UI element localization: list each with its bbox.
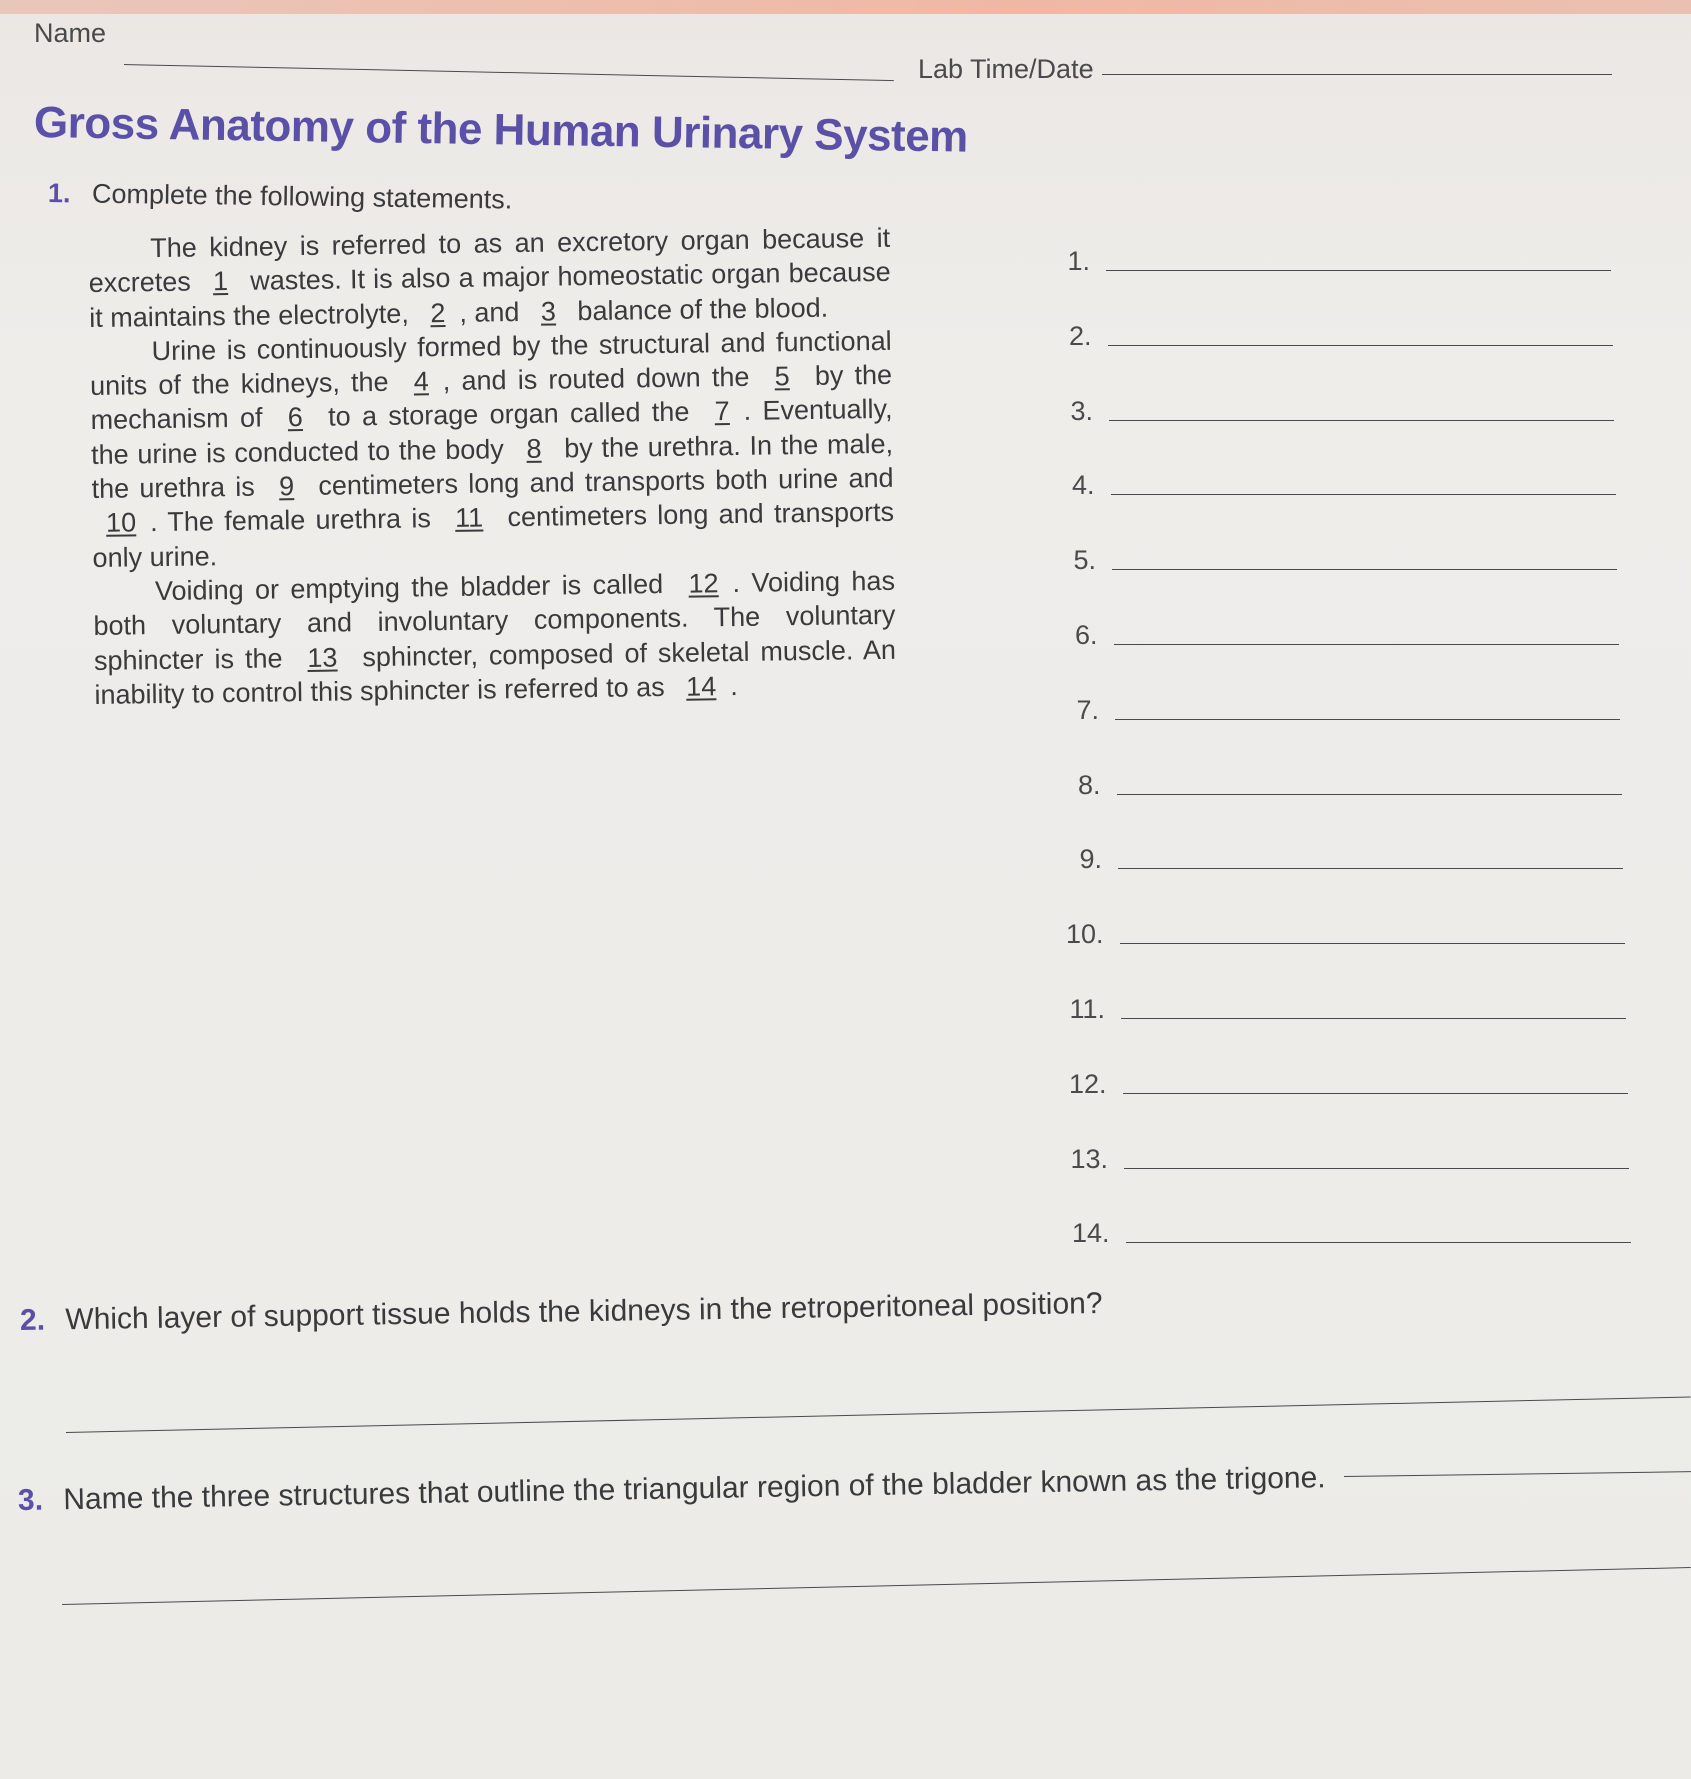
answer-number: 1. bbox=[1067, 246, 1090, 276]
question-2-text: Which layer of support tissue holds the kidneys in the retroperitoneal position? bbox=[65, 1286, 1103, 1337]
passage-text: Voiding or emptying the bladder is called bbox=[154, 568, 675, 607]
blank-3: 3 bbox=[540, 296, 557, 327]
name-label: Name bbox=[34, 18, 107, 48]
answer-number: 9. bbox=[1079, 844, 1102, 875]
blank-10: 10 bbox=[105, 507, 137, 539]
answer-line-3[interactable] bbox=[1109, 420, 1614, 421]
answer-row-13 bbox=[1058, 1144, 1629, 1175]
answer-line-13[interactable] bbox=[1124, 1168, 1629, 1169]
fill-in-passage bbox=[88, 221, 897, 712]
passage-text: Urine is continuously formed by the structural and functional units of the kidneys, the bbox=[89, 325, 892, 402]
question-3-answer-line-2[interactable] bbox=[62, 1567, 1691, 1605]
question-3 bbox=[18, 1461, 1326, 1518]
blank-6: 6 bbox=[287, 402, 304, 433]
answer-line-1[interactable] bbox=[1106, 270, 1611, 271]
answer-line-4[interactable] bbox=[1111, 494, 1616, 495]
answer-number: 2. bbox=[1068, 320, 1092, 351]
blank-5: 5 bbox=[774, 361, 790, 392]
answer-number: 13. bbox=[1070, 1143, 1108, 1174]
question-1-number: 1. bbox=[47, 178, 71, 209]
answer-line-8[interactable] bbox=[1117, 794, 1622, 795]
answer-row-10 bbox=[1054, 919, 1625, 950]
name-line[interactable] bbox=[124, 64, 894, 81]
passage-paragraph bbox=[93, 564, 897, 712]
blank-11: 11 bbox=[454, 502, 484, 534]
blank-2: 2 bbox=[430, 297, 446, 328]
answer-row-7 bbox=[1049, 695, 1620, 726]
blank-14: 14 bbox=[685, 671, 717, 702]
answer-line-6[interactable] bbox=[1114, 644, 1619, 645]
answer-number: 10. bbox=[1065, 919, 1104, 950]
blank-12: 12 bbox=[688, 568, 719, 599]
question-2-answer-line[interactable] bbox=[66, 1397, 1691, 1433]
passage-text: balance of the blood. bbox=[569, 292, 829, 326]
answer-line-14[interactable] bbox=[1126, 1242, 1631, 1243]
passage-text: . Eventually, the urine is conducted to the body bbox=[90, 394, 893, 470]
question-2-number: 2. bbox=[19, 1303, 46, 1337]
answer-line-9[interactable] bbox=[1118, 868, 1623, 869]
answer-number: 4. bbox=[1071, 470, 1095, 501]
passage-text: to a storage organ called the bbox=[316, 396, 701, 433]
passage-paragraph bbox=[89, 324, 894, 575]
passage-text: . Voiding has both voluntary and involuntary components. The voluntary sphincter is the bbox=[93, 565, 896, 676]
passage-text: , and is routed down the bbox=[442, 361, 761, 397]
blank-13: 13 bbox=[307, 642, 338, 673]
passage-text: centimeters long and transports both urine and bbox=[307, 462, 894, 502]
question-1-prompt bbox=[48, 178, 513, 215]
blank-9: 9 bbox=[278, 471, 295, 502]
passage-paragraph bbox=[88, 221, 891, 335]
passage-text: , and bbox=[459, 296, 528, 328]
answer-number: 7. bbox=[1076, 694, 1099, 725]
passage-text: wastes. It is also a major homeostatic organ because it maintains the electrolyte, bbox=[88, 257, 891, 333]
answer-line-10[interactable] bbox=[1120, 943, 1625, 944]
passage-text: . The female urethra is bbox=[149, 503, 442, 538]
answer-number: 5. bbox=[1073, 545, 1096, 576]
answer-number: 14. bbox=[1071, 1218, 1110, 1249]
answer-line-2[interactable] bbox=[1108, 345, 1613, 346]
answer-row-4 bbox=[1045, 470, 1616, 501]
passage-text: sphincter, composed of skeletal muscle. An inability to control this sphincter is referred to as bbox=[94, 634, 897, 710]
blank-1: 1 bbox=[212, 266, 229, 297]
passage-text: by the mechanism of bbox=[90, 359, 893, 436]
answer-row-9 bbox=[1052, 844, 1623, 875]
answer-row-2 bbox=[1042, 321, 1613, 352]
answer-line-7[interactable] bbox=[1115, 719, 1620, 720]
answer-number: 3. bbox=[1070, 395, 1093, 426]
answer-row-8 bbox=[1051, 770, 1622, 801]
answer-number: 8. bbox=[1077, 769, 1101, 800]
answer-number: 11. bbox=[1069, 994, 1105, 1024]
blank-8: 8 bbox=[526, 433, 542, 464]
answer-row-1 bbox=[1040, 246, 1611, 277]
answer-number: 12. bbox=[1068, 1068, 1107, 1099]
lab-time-date-line[interactable] bbox=[1102, 74, 1612, 75]
passage-text: centimeters long and transports only urine. bbox=[92, 497, 895, 573]
answer-row-14 bbox=[1060, 1218, 1631, 1249]
question-1-text: Complete the following statements. bbox=[91, 178, 513, 215]
question-3-number: 3. bbox=[17, 1483, 44, 1517]
blank-4: 4 bbox=[413, 366, 430, 397]
answer-row-3 bbox=[1043, 396, 1614, 427]
answer-row-12 bbox=[1057, 1069, 1628, 1100]
answer-number: 6. bbox=[1074, 620, 1098, 650]
answer-row-11 bbox=[1055, 994, 1626, 1025]
answer-row-6 bbox=[1048, 620, 1619, 651]
answer-line-5[interactable] bbox=[1112, 569, 1617, 570]
page-title: Gross Anatomy of the Human Urinary System bbox=[33, 98, 969, 162]
answer-line-11[interactable] bbox=[1121, 1018, 1626, 1019]
question-2 bbox=[20, 1287, 1103, 1338]
passage-text: The kidney is referred to as an excretory organ because it excretes bbox=[88, 222, 891, 299]
passage-text: . bbox=[730, 670, 738, 701]
answer-row-5 bbox=[1046, 545, 1617, 576]
blank-7: 7 bbox=[714, 396, 730, 427]
page-top-edge bbox=[0, 0, 1691, 14]
question-3-text: Name the three structures that outline the triangular region of the bladder known as the trigone. bbox=[63, 1461, 1326, 1517]
answer-line-12[interactable] bbox=[1123, 1093, 1628, 1094]
lab-time-date-label: Lab Time/Date bbox=[918, 54, 1094, 84]
passage-text: by the urethra. In the male, the urethra is bbox=[91, 428, 894, 505]
question-3-answer-line-1[interactable] bbox=[1344, 1471, 1691, 1477]
